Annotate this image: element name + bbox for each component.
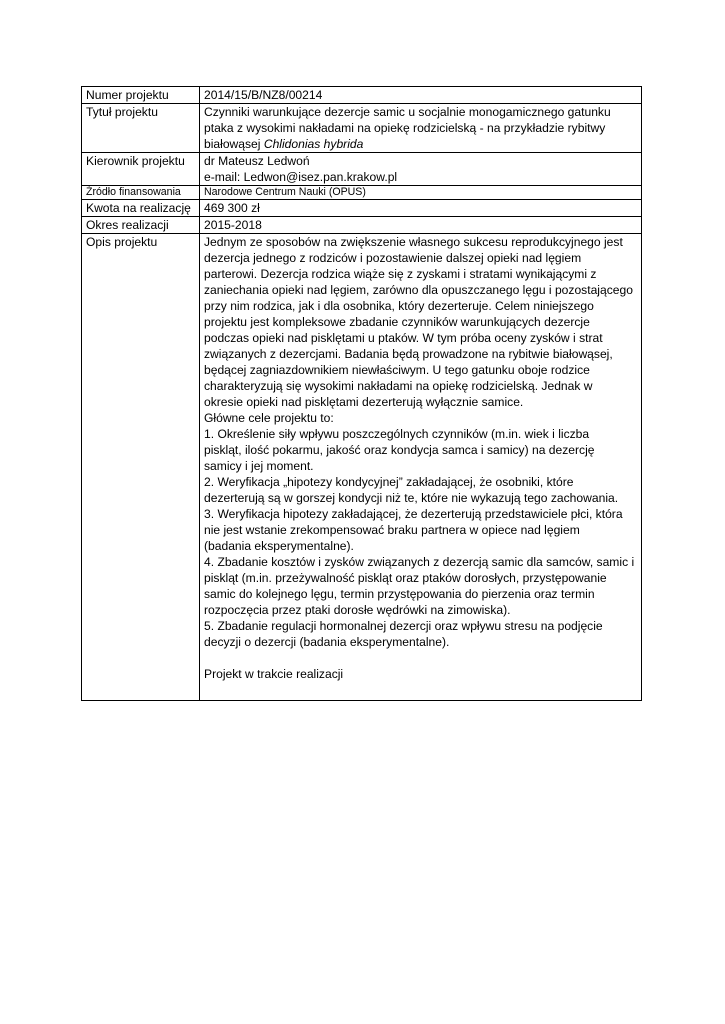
value-cell [200, 153, 642, 186]
intro-line: dezercja jednego z rodziców i pozostawienie dalszej opieki nad lęgiem [204, 251, 582, 265]
project-info-table [81, 86, 642, 701]
intro-line: charakteryzują się wysokimi nakładami na opiekę rodzicielską. Jednak w [204, 379, 593, 393]
goal-line: piskląt (m.in. przeżywalność piskląt oraz ptaków dorosłych, przystępowanie [204, 571, 607, 585]
label-zrodlo: Źródło finansowania [86, 186, 181, 198]
title-line: Czynniki warunkujące dezercje samic u socjalnie monogamicznego gatunku [204, 105, 611, 119]
value-kwota: 469 300 zł [204, 201, 260, 215]
goal-line: 3. Weryfikacja hipotezy zakładającej, że dezerterują przedstawiciele płci, która [204, 507, 623, 521]
intro-line: będącej zagniazdownikiem niewłaściwym. U tego gatunku oboje rodzice [204, 363, 590, 377]
title-line-text: białowąsej [204, 137, 264, 151]
goal-line: samicy i jej moment. [204, 459, 314, 473]
value-cell [200, 234, 642, 701]
goal-line: 4. Zbadanie kosztów i zysków związanych z dezercją samic dla samców, samic i [204, 555, 635, 569]
intro-line: podczas opieki nad pisklętami u ptaków. W tym próba oceny zysków i strat [204, 331, 603, 345]
intro-line: zaniechania opieki nad lęgiem, zarówno dla opuszczanego lęgu i pozostającego [204, 283, 633, 297]
label-cell [82, 104, 200, 153]
label-kwota: Kwota na realizację [86, 201, 191, 215]
manager-email: e-mail: Ledwon@isez.pan.krakow.pl [204, 170, 398, 184]
spacer [204, 650, 637, 666]
label-kierownik: Kierownik projektu [86, 154, 185, 168]
label-tytul: Tytuł projektu [86, 105, 158, 119]
row-opis-projektu [82, 234, 642, 701]
value-cell [200, 217, 642, 234]
goals-heading: Główne cele projektu to: [204, 411, 334, 425]
value-okres: 2015-2018 [204, 218, 262, 232]
intro-line: projektu jest kompleksowe zbadanie czynników warunkujących dezercje [204, 315, 590, 329]
value-numer: 2014/15/B/NZ8/00214 [204, 88, 323, 102]
manager-name: dr Mateusz Ledwoń [204, 154, 310, 168]
goal-line: 2. Weryfikacja „hipotezy kondycyjnej” zakładającej, że osobniki, które [204, 475, 574, 489]
goal-line: rozpoczęcia przez ptaki dorosłe wędrówki na zimowiska). [204, 603, 511, 617]
goal-line: piskląt, ilość pokarmu, jakość oraz kondycja samca i samicy) na dezercję [204, 443, 595, 457]
title-line: ptaka z wysokimi nakładami na opiekę rodzicielską - na przykładzie rybitwy [204, 121, 606, 135]
value-cell [200, 87, 642, 104]
row-kierownik-projektu [82, 153, 642, 186]
intro-line: związanych z dezercjami. Badania będą prowadzone na rybitwie białowąsej, [204, 347, 613, 361]
intro-line: okresie opieki nad pisklętami dezerterują wyłącznie samice. [204, 395, 524, 409]
project-status: Projekt w trakcie realizacji [204, 667, 344, 681]
goal-line: dezerterują są w gorszej kondycji niż te, które nie wykazują tego zachowania. [204, 491, 619, 505]
value-cell [200, 104, 642, 153]
intro-line: Jednym ze sposobów na zwiększenie własnego sukcesu reprodukcyjnego jest [204, 235, 623, 249]
value-zrodlo: Narodowe Centrum Nauki (OPUS) [204, 186, 366, 198]
goal-line: 1. Określenie siły wpływu poszczególnych czynników (m.in. wiek i liczba [204, 427, 590, 441]
intro-line: przy nim rodzica, jak i dla osobnika, który dezerteruje. Celem niniejszego [204, 299, 594, 313]
label-cell [82, 153, 200, 186]
row-kwota-na-realizacje [82, 200, 642, 217]
value-cell [200, 200, 642, 217]
label-cell [82, 200, 200, 217]
goal-line: 5. Zbadanie regulacji hormonalnej dezercji oraz wpływu stresu na podjęcie [204, 619, 603, 633]
label-cell [82, 186, 200, 200]
row-tytul-projektu [82, 104, 642, 153]
label-cell [82, 217, 200, 234]
goal-line: samic do kolejnego lęgu, termin przystępowania do pierzenia oraz termin [204, 587, 595, 601]
value-cell [200, 186, 642, 200]
label-opis: Opis projektu [86, 235, 158, 249]
goal-line: nie jest wstanie zrekompensować braku partnera w opiece nad lęgiem [204, 523, 580, 537]
label-okres: Okres realizacji [86, 218, 169, 232]
label-cell [82, 234, 200, 701]
label-numer: Numer projektu [86, 88, 169, 102]
row-zrodlo-finansowania [82, 186, 642, 200]
goal-line: (badania eksperymentalne). [204, 539, 354, 553]
row-okres-realizacji [82, 217, 642, 234]
species-name: Chlidonias hybrida [263, 137, 364, 151]
intro-line: parterowi. Dezercja rodzica wiąże się z zyskami i stratami wynikającymi z [204, 267, 597, 281]
label-cell [82, 87, 200, 104]
title-line [204, 136, 637, 152]
goal-line: decyzji o dezercji (badania eksperymentalne). [204, 635, 450, 649]
row-numer-projektu [82, 87, 642, 104]
